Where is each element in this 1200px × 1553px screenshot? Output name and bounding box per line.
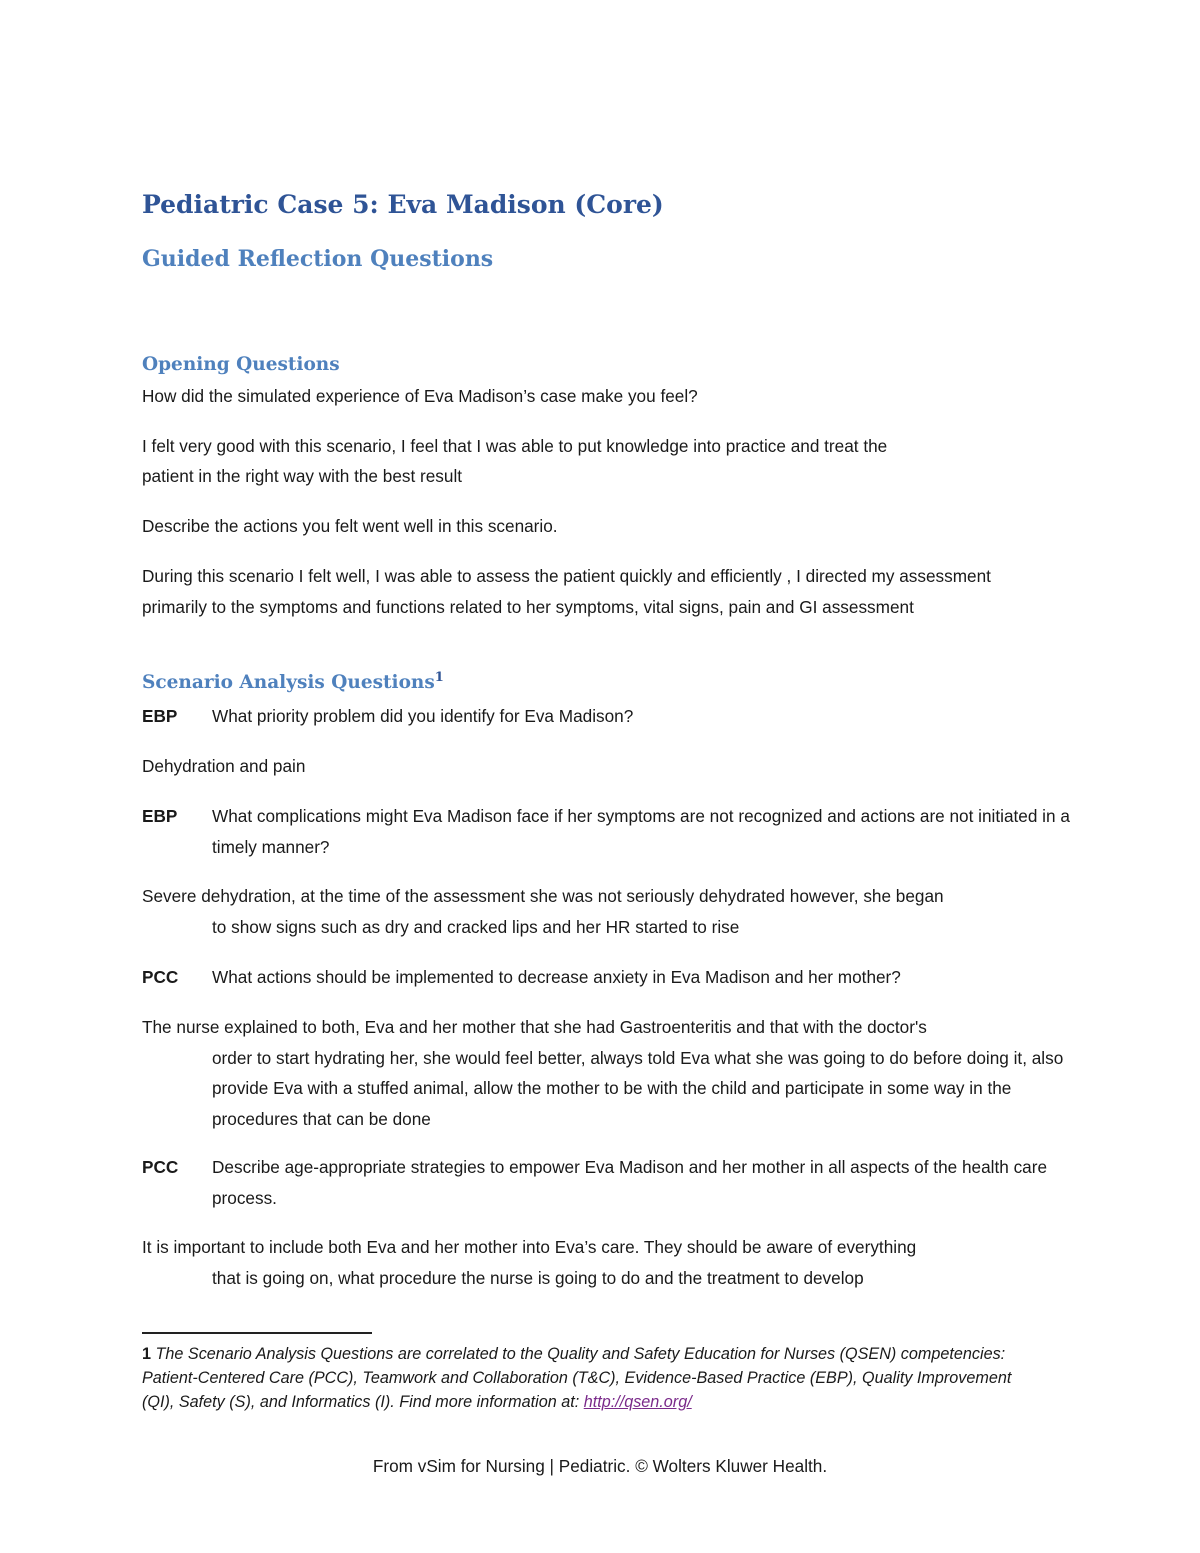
opening-answer-1-line-2: patient in the right way with the best result <box>142 466 463 486</box>
scenario-analysis-heading <box>142 669 444 693</box>
analysis-answer-4 <box>142 1232 1072 1293</box>
analysis-answer-1: Dehydration and pain <box>142 756 306 776</box>
analysis-question-3: What actions should be implemented to decrease anxiety in Eva Madison and her mother? <box>212 967 901 987</box>
opening-question-2: Describe the actions you felt went well in this scenario. <box>142 516 558 536</box>
opening-answer-2: During this scenario I felt well, I was able to assess the patient quickly and efficiently , I directed my assessment primarily to the symptoms and functions related to her symptoms, vital signs, pain and GI assessment <box>142 566 991 617</box>
page-footer: From vSim for Nursing | Pediatric. © Wolters Kluwer Health. <box>372 1456 828 1476</box>
answer-first-line: It is important to include both Eva and her mother into Eva’s care. They should be aware of everything <box>142 1237 917 1257</box>
document-subtitle: Guided Reflection Questions <box>142 246 494 272</box>
document-title: Pediatric Case 5: Eva Madison (Core) <box>142 190 664 219</box>
answer-first-line: The nurse explained to both, Eva and her mother that she had Gastroenteritis and that with the doctor's <box>142 1017 927 1037</box>
answer-continuation: to show signs such as dry and cracked lips and her HR started to rise <box>212 916 740 937</box>
footnote-number: 1 <box>142 1345 152 1363</box>
analysis-question-1: What priority problem did you identify for Eva Madison? <box>212 706 634 726</box>
question-tag: EBP <box>142 706 178 726</box>
footnote-separator <box>142 1332 372 1334</box>
analysis-question-4: Describe age-appropriate strategies to empower Eva Madison and her mother in all aspects of the health care process. <box>212 1157 1048 1208</box>
analysis-answer-3 <box>142 1012 1072 1134</box>
analysis-question-2: What complications might Eva Madison face if her symptoms are not recognized and actions are not initiated in a timely manner? <box>212 806 1070 857</box>
opening-answer-1-line-1: I felt very good with this scenario, I feel that I was able to put knowledge into practice and treat the <box>142 436 888 456</box>
qsen-link[interactable]: http://qsen.org/ <box>583 1393 692 1411</box>
scenario-analysis-heading-text: Scenario Analysis Questions <box>142 672 435 693</box>
answer-first-line: Severe dehydration, at the time of the assessment she was not seriously dehydrated however, she began <box>142 886 944 906</box>
analysis-answer-2 <box>142 881 1072 942</box>
answer-continuation: order to start hydrating her, she would feel better, always told Eva what she was going to do before doing it, also provide Eva with a stuffed animal, allow the mother to be with the child and participate in some way in the procedures that can be done <box>212 1047 1064 1129</box>
opening-questions-heading: Opening Questions <box>142 354 340 375</box>
question-tag: PCC <box>142 967 179 987</box>
footnote-text: The Scenario Analysis Questions are correlated to the Quality and Safety Education for Nurses (QSEN) competencies: Patient-Centered Care (PCC), Teamwork and Collaboration (T&C), Evidence-Based Practice (EBP), Quality Improvement (QI), Safety (S), and Informatics (I). Find more information at: <box>142 1345 1012 1411</box>
question-tag: PCC <box>142 1157 179 1177</box>
answer-continuation: that is going on, what procedure the nurse is going to do and the treatment to develop <box>212 1267 864 1288</box>
opening-question-1: How did the simulated experience of Eva Madison’s case make you feel? <box>142 386 698 406</box>
question-tag: EBP <box>142 806 178 826</box>
footnote <box>142 1342 1042 1414</box>
footnote-reference: 1 <box>434 669 444 685</box>
